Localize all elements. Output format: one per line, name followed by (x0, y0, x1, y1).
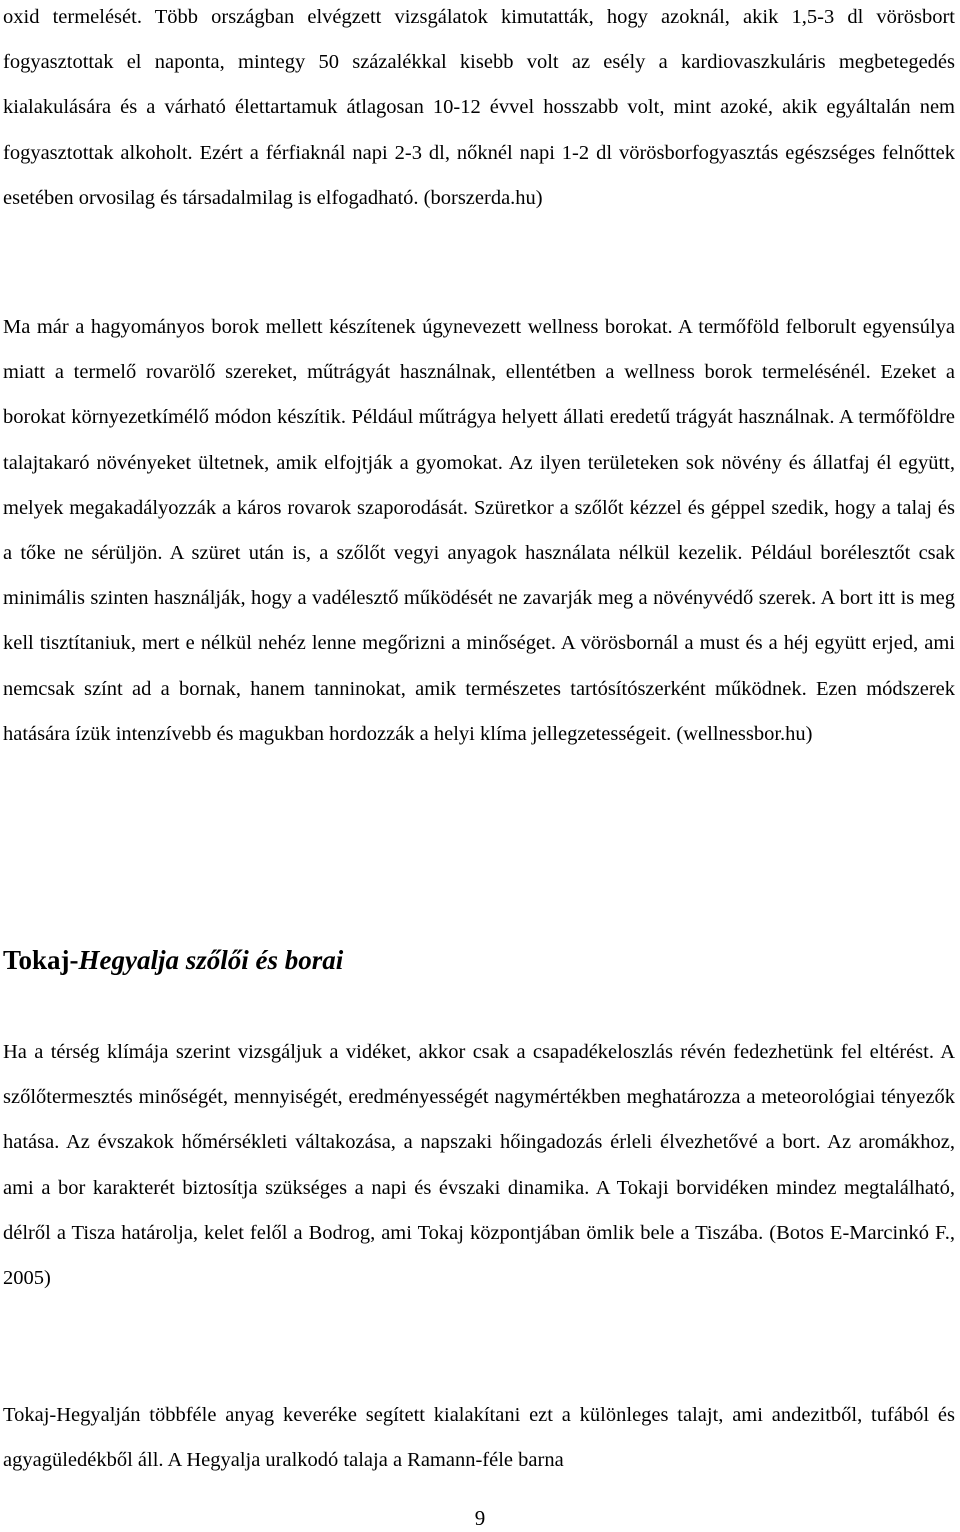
paragraph-wellness-wines: Ma már a hagyományos borok mellett készítenek úgynevezett wellness borokat. A termőföld felborult egyensúlya miatt a termelő rovarölő szereket, műtrágyát használnak, ellentétben a wellness borok termelésénél. Ezeket a borokat környezetkímélő módon készítik. Például műtrágya helyett állati eredetű trágyát használnak. A termőföldre talajtakaró növényeket ültetnek, amik elfojtják a gyomokat. Az ilyen területeken sok növény és állatfaj él együtt, melyek megakadályozzák a káros rovarok szaporodását. Szüretkor a szőlőt kézzel és géppel szedik, hogy a talaj és a tőke ne sérüljön. A szüret után is, a szőlőt vegyi anyagok használata nélkül kezelik. Például borélesztőt csak minimális szinten használják, hogy a vadélesztő működését ne zavarják meg a növényvédő szerek. A bort itt is meg kell tisztítaniuk, mert e nélkül nehéz lenne megőrizni a minőséget. A vörösbornál a must és a héj együtt erjed, ami nemcsak színt ad a bornak, hanem tanninokat, amik természetes tartósítószerként működnek. Ezen módszerek hatására ízük intenzívebb és magukban hordozzák a helyi klíma jellegzetességeit. (wellnessbor.hu) (3, 316, 955, 745)
heading-prefix: Tokaj- (3, 945, 79, 975)
heading-italic: Hegyalja szőlői és borai (78, 945, 344, 975)
paragraph-climate: Ha a térség klímája szerint vizsgáljuk a vidéket, akkor csak a csapadékeloszlás révén fedezhetünk fel eltérést. A szőlőtermesztés minőségét, mennyiségét, eredményességét nagymértékben meghatározza a meteorológiai tényezők hatása. Az évszakok hőmérsékleti váltakozása, a napszaki hőingadozás érleli élvezhetővé a bort. Az aromákhoz, ami a bor karakterét biztosítja szükséges a napi és évszaki dinamika. A Tokaji borvidéken mindez megtalálható, délről a Tisza határolja, kelet felől a Bodrog, ami Tokaj központjában ömlik bele a Tiszába. (Botos E-Marcinkó F., 2005) (3, 1041, 955, 1290)
paragraph-soil: Tokaj-Hegyalján többféle anyag keveréke segített kialakítani ezt a különleges talajt, ami andezitből, tufából és agyagüledékből áll. A Hegyalja uralkodó talaja a Ramann-féle barna (3, 1404, 955, 1472)
page-number: 9 (474, 1506, 486, 1530)
section-heading (3, 938, 343, 982)
paragraph-health-benefits: oxid termelését. Több országban elvégzett vizsgálatok kimutatták, hogy azoknál, akik 1,5-3 dl vörösbort fogyasztottak el naponta, mintegy 50 százalékkal kisebb volt az esély a kardiovaszkuláris megbetegedés kialakulására és a várható élettartamuk átlagosan 10-12 évvel hosszabb volt, mint azoké, akik egyáltalán nem fogyasztottak alkoholt. Ezért a férfiaknál napi 2-3 dl, nőknél napi 1-2 dl vörösborfogyasztás egészséges felnőttek esetében orvosilag és társadalmilag is elfogadható. (borszerda.hu) (3, 6, 955, 209)
